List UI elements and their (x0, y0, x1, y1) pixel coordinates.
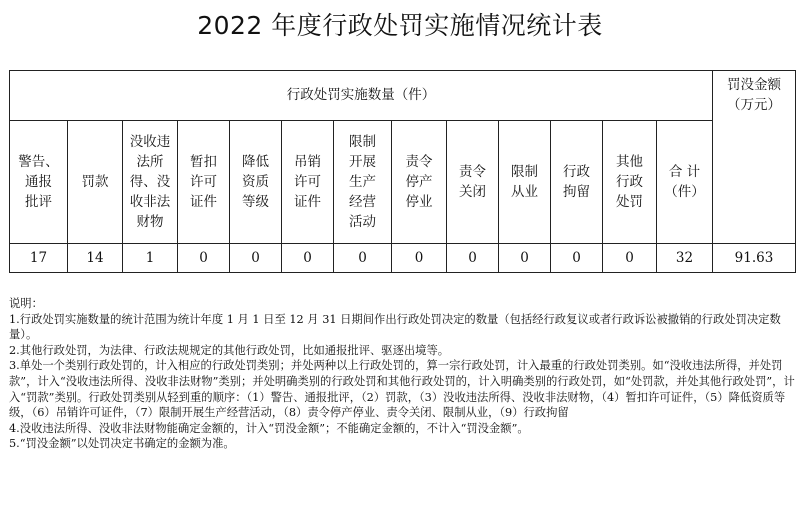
column-header: 行政 拘留 (551, 120, 603, 243)
note-item: 4.没收违法所得、没收非法财物能确定金额的，计入“罚没金额”；不能确定金额的，不计入“罚没金额”。 (9, 421, 529, 435)
table-cell: 0 (282, 243, 334, 272)
amount-cell: 91.63 (713, 243, 796, 272)
column-header: 限制 开展 生产 经营 活动 (334, 120, 392, 243)
table-cell: 1 (123, 243, 178, 272)
note-item: 1.行政处罚实施数量的统计范围为统计年度 1 月 1 日至 12 月 31 日期间作出行政处罚决定的数量（包括经行政复议或者行政诉讼被撤销的行政处罚决定数量）。 (9, 312, 781, 342)
table-cell: 0 (603, 243, 657, 272)
table-cell: 0 (499, 243, 551, 272)
group-header: 行政处罚实施数量（件） (10, 71, 713, 121)
note-item: 5.“罚没金额”以处罚决定书确定的金额为准。 (9, 437, 235, 451)
column-header: 降低 资质 等级 (230, 120, 282, 243)
table-cell: 0 (230, 243, 282, 272)
column-header: 罚款 (68, 120, 123, 243)
table-cell: 0 (392, 243, 447, 272)
column-header: 警告、 通报 批评 (10, 120, 68, 243)
table-cell: 0 (334, 243, 392, 272)
statistics-table (9, 70, 796, 273)
notes-heading: 说明： (9, 297, 43, 310)
column-header: 暂扣 许可 证件 (178, 120, 230, 243)
column-header: 责令 关闭 (447, 120, 499, 243)
column-header: 合 计 （件） (657, 120, 713, 243)
table-cell: 0 (447, 243, 499, 272)
table-cell: 0 (178, 243, 230, 272)
table-cell: 0 (551, 243, 603, 272)
column-header: 吊销 许可 证件 (282, 120, 334, 243)
page-title: 2022 年度行政处罚实施情况统计表 (197, 11, 603, 40)
column-header: 责令 停产 停业 (392, 120, 447, 243)
table-cell: 17 (10, 243, 68, 272)
column-header: 限制 从业 (499, 120, 551, 243)
note-item: 3.单处一个类别行政处罚的，计入相应的行政处罚类别；并处两种以上行政处罚的，算一宗行政处罚，计入最重的行政处罚类别。如“没收违法所得，并处罚款”，计入“没收违法所得、没收非法财物”类别；并处明确类别的行政处罚和其他行政处罚的，计入明确类别的行政处罚，如“处罚款，并处其他行政处罚”，计入“罚款”类别。行政处罚类别从轻到重的顺序：（1）警告、通报批评，（2）罚款，（3）没收违法所得、没收非法财物，（4）暂扣许可证件，（5）降低资质等级，（6）吊销许可证件，（7）限制开展生产经营活动，（8）责令停产停业、责令关闭、限制从业，（9）行政拘留 (9, 359, 795, 420)
amount-header: 罚没金额 （万元） (713, 71, 796, 244)
column-header: 其他 行政 处罚 (603, 120, 657, 243)
notes-section (9, 296, 799, 452)
note-item: 2.其他行政处罚，为法律、行政法规规定的其他行政处罚，比如通报批评、驱逐出境等。 (9, 343, 450, 357)
table-cell: 14 (68, 243, 123, 272)
column-header: 没收违 法所 得、没 收非法 财物 (123, 120, 178, 243)
total-count-cell: 32 (657, 243, 713, 272)
